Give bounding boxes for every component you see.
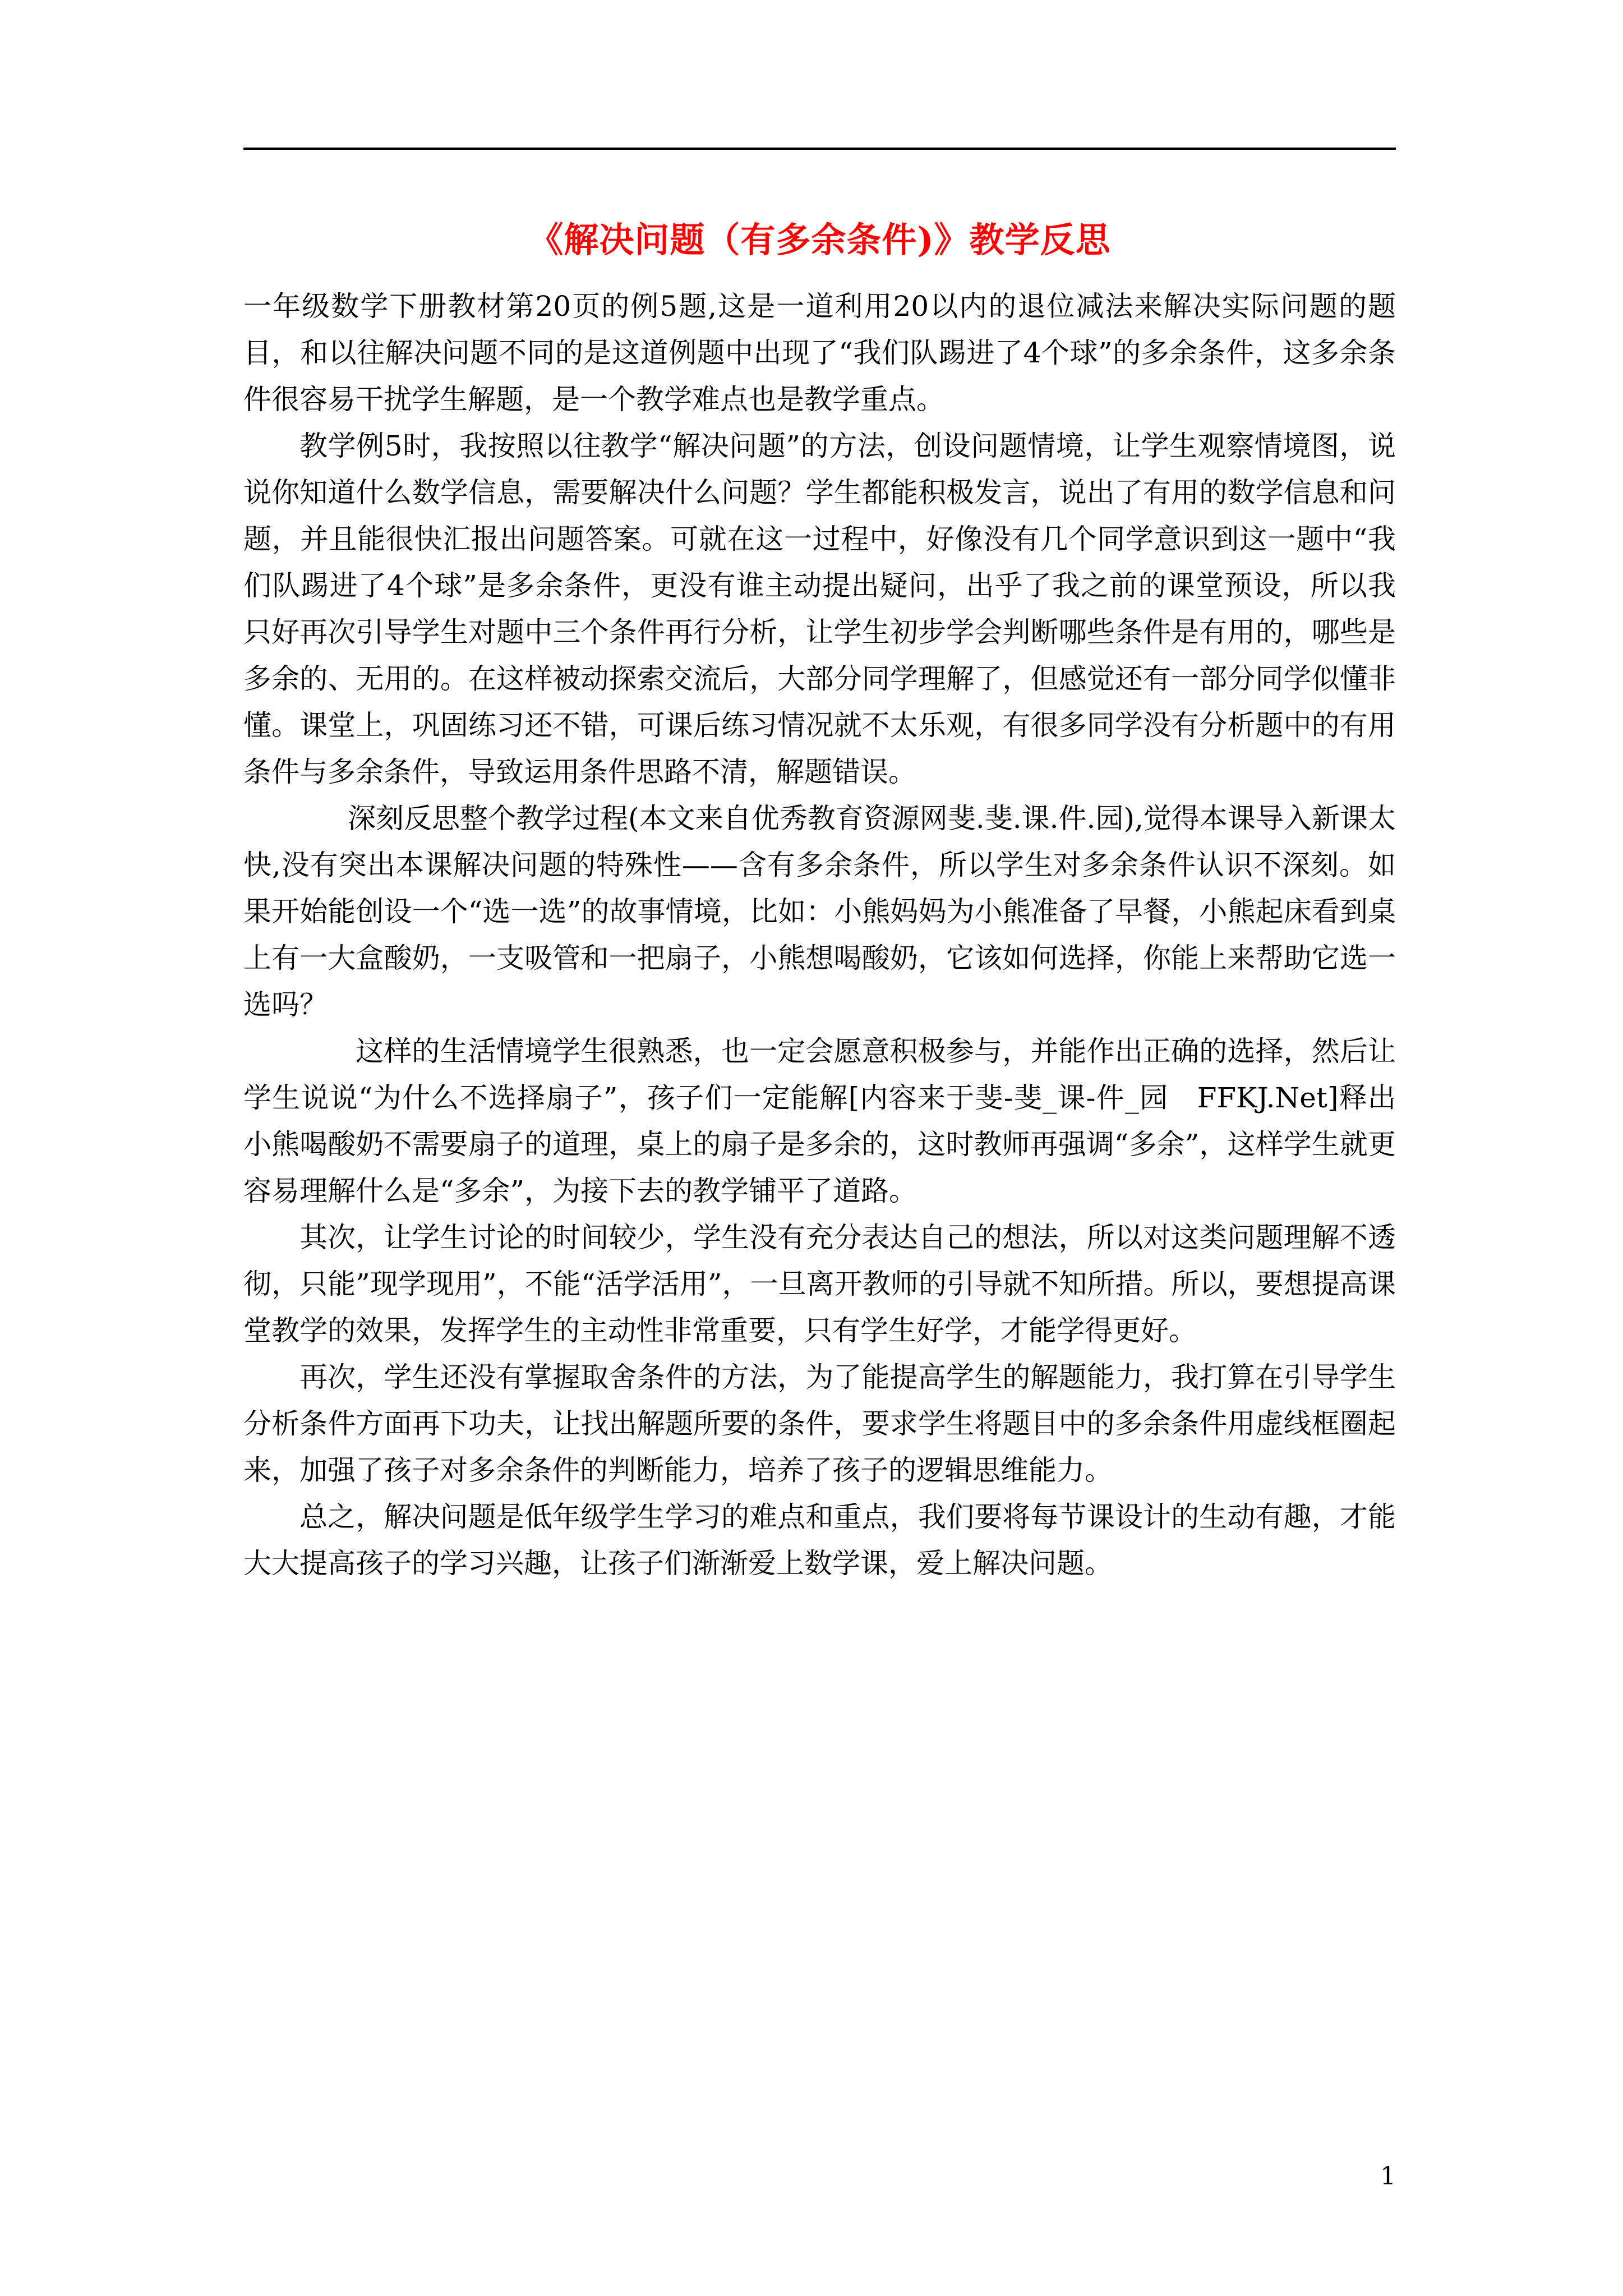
paragraph-deep-reflection: 深刻反思整个教学过程(本文来自优秀教育资源网斐.斐.课.件.园),觉得本课导入新课太快,没有突出本课解决问题的特殊性——含有多余条件，所以学生对多余条件认识不深刻。如果开始能创设一个“选一选”的故事情境，比如：小熊妈妈为小熊准备了早餐，小熊起床看到桌上有一大盒酸奶，一支吸管和一把扇子，小熊想喝酸奶，它该如何选择，你能上来帮助它选一选吗？ [243, 802, 1396, 1021]
paragraph-intro: 一年级数学下册教材第20页的例5题,这是一道利用20以内的退位减法来解决实际问题的题目，和以往解决问题不同的是这道例题中出现了“我们队踢进了4个球”的多余条件，这多余条件很容易干扰学生解题，是一个教学难点也是教学重点。 [243, 290, 1396, 416]
paragraph-conclusion: 总之，解决问题是低年级学生学习的难点和重点，我们要将每节课设计的生动有趣，才能大大提高孩子的学习兴趣，让孩子们渐渐爱上数学课，爱上解决问题。 [243, 1501, 1396, 1580]
paragraph-second-point: 其次，让学生讨论的时间较少，学生没有充分表达自己的想法，所以对这类问题理解不透彻，只能”现学现用”，不能“活学活用”，一旦离开教师的引导就不知所措。所以，要想提高课堂教学的效果，发挥学生的主动性非常重要，只有学生好学，才能学得更好。 [243, 1221, 1396, 1347]
paragraph-teaching-process: 教学例5时，我按照以往教学“解决问题”的方法，创设问题情境，让学生观察情境图，说说你知道什么数学信息，需要解决什么问题？学生都能积极发言，说出了有用的数学信息和问题，并且能很快汇报出问题答案。可就在这一过程中，好像没有几个同学意识到这一题中“我们队踢进了4个球”是多余条件，更没有谁主动提出疑问，出乎了我之前的课堂预设，所以我只好再次引导学生对题中三个条件再行分析，让学生初步学会判断哪些条件是有用的，哪些是多余的、无用的。在这样被动探索交流后，大部分同学理解了，但感觉还有一部分同学似懂非懂。课堂上，巩固练习还不错，可课后练习情况就不太乐观，有很多同学没有分析题中的有用条件与多余条件，导致运用条件思路不清，解题错误。 [243, 430, 1396, 788]
paragraph-life-scenario: 这样的生活情境学生很熟悉，也一定会愿意积极参与，并能作出正确的选择，然后让学生说说“为什么不选择扇子”，孩子们一定能解[内容来于斐-斐_课-件_园 FFKJ.Net]释出小熊喝酸奶不需要扇子的道理，桌上的扇子是多余的，这时教师再强调“多余”，这样学生就更容易理解什么是“多余”，为接下去的教学铺平了道路。 [243, 1035, 1396, 1207]
document-title: 《解决问题（有多余条件)》教学反思 [528, 219, 1111, 260]
document-body [243, 283, 1396, 1587]
paragraph-third-point: 再次，学生还没有掌握取舍条件的方法，为了能提高学生的解题能力，我打算在引导学生分析条件方面再下功夫，让找出解题所要的条件，要求学生将题目中的多余条件用虚线框圈起来，加强了孩子对多余条件的判断能力，培养了孩子的逻辑思维能力。 [243, 1361, 1396, 1487]
page-number: 1 [1380, 2162, 1396, 2191]
header-rule [243, 148, 1396, 150]
